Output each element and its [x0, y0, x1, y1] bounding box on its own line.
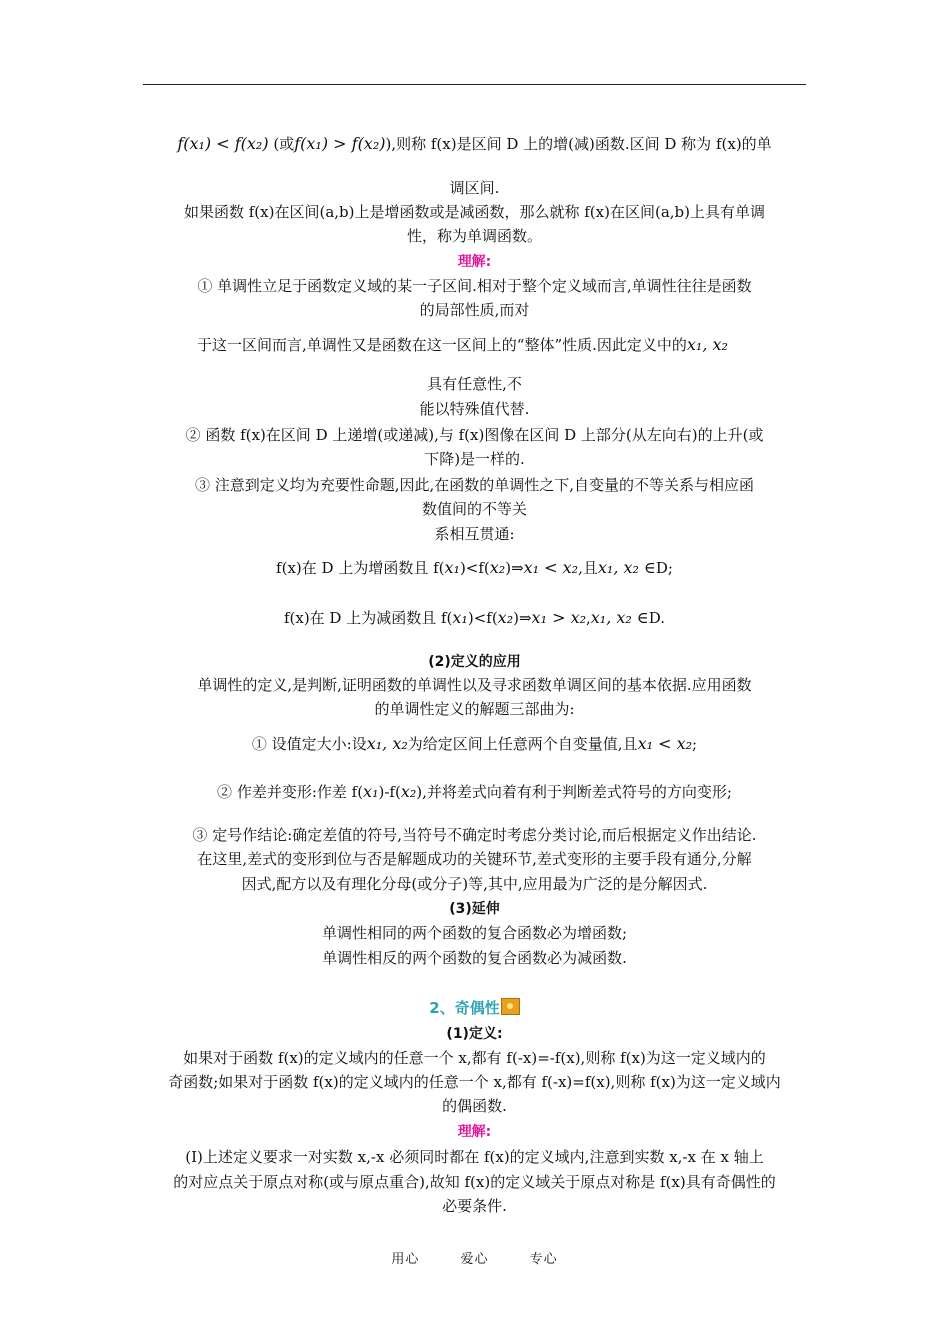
paragraph-line: 性，称为单调函数。: [406, 227, 542, 245]
decreasing-condition: f(x)在 D 上为减函数且 f(x₁)<f(x₂)⇒x₁ > x₂,x₁, x₂ ∈D.: [283, 608, 666, 627]
footer-item: 爱心: [460, 1252, 489, 1267]
increasing-condition: f(x)在 D 上为增函数且 f(x₁)<f(x₂)⇒x₁ < x₂,且x₁, x₂ ∈D;: [276, 558, 673, 577]
paragraph-line: 单调性相同的两个函数的复合函数必为增函数;: [321, 924, 628, 942]
paragraph-line: 的单调性定义的解题三部曲为:: [374, 700, 575, 718]
page-footer: [143, 1248, 806, 1267]
paragraph-line: ③ 注意到定义均为充要性命题,因此,在函数的单调性之下,自变量的不等关系与相应函: [194, 476, 755, 494]
header-rule: [143, 84, 806, 85]
paragraph-line: ① 单调性立足于函数定义域的某一子区间.相对于整个定义域而言,单调性往往是函数: [197, 277, 752, 295]
subsection-heading: (1)定义:: [446, 1026, 503, 1042]
implies-symbol: ⇒: [511, 559, 524, 577]
paragraph-line: 调区间.: [449, 179, 500, 197]
paragraph-line: (Ⅰ)上述定义要求一对实数 x,-x 必须同时都在 f(x)的定义域内,注意到实数 x,-x 在 x 轴上: [185, 1148, 764, 1166]
subsection-heading: (2)定义的应用: [428, 654, 521, 670]
definition-line-1: f(x₁) < f(x₂) (或f(x₁) > f(x₂)),则称 f(x)是区间 D 上的增(减)函数.区间 D 称为 f(x)的单: [177, 134, 772, 153]
paragraph-line: 单调性相反的两个函数的复合函数必为减函数.: [322, 949, 627, 967]
paragraph-line: 系相互贯通:: [434, 525, 515, 543]
section-heading: 2、奇偶性: [143, 996, 806, 1020]
paragraph-line: ③ 定号作结论:确定差值的符号,当符号不确定时考虑分类讨论,而后根据定义作出结论.: [192, 826, 757, 844]
paragraph-line: 的偶函数.: [442, 1097, 507, 1115]
paragraph-line: 的局部性质,而对: [419, 301, 530, 319]
understand-label: 理解:: [457, 254, 492, 270]
subsection-heading: (3)延伸: [449, 901, 500, 917]
inequality-formula-alt: f(x₁) > f(x₂): [294, 134, 386, 153]
paragraph-line: 数值间的不等关: [421, 500, 527, 518]
footer-item: 用心: [391, 1252, 420, 1267]
footer-item: 专心: [529, 1252, 558, 1267]
paragraph-line: 能以特殊值代替.: [419, 400, 530, 418]
paragraph-line: ② 函数 f(x)在区间 D 上递增(或递减),与 f(x)图像在区间 D 上部分(从左向右)的上升(或: [185, 426, 764, 444]
understand-label: 理解:: [457, 1124, 492, 1140]
paragraph-line: 的对应点关于原点对称(或与原点重合),故知 f(x)的定义域关于原点对称是 f(x)具有奇偶性的: [173, 1173, 776, 1191]
paragraph-line: 具有任意性,不: [427, 375, 522, 393]
inequality-formula: f(x₁) < f(x₂): [177, 134, 269, 153]
paragraph-line: 如果函数 f(x)在区间(a,b)上是增函数或是减函数，那么就称 f(x)在区间(a,b)上具有单调: [183, 203, 765, 221]
implies-symbol: ⇒: [518, 609, 532, 627]
emblem-icon: [501, 998, 520, 1015]
step-two: ② 作差并变形:作差 f(x₁)-f(x₂),并将差式向着有利于判断差式符号的方向变形;: [217, 782, 732, 801]
step-one: ① 设值定大小:设x₁, x₂为给定区间上任意两个自变量值,且x₁ < x₂;: [251, 734, 698, 753]
paragraph-line: 奇函数;如果对于函数 f(x)的定义域内的任意一个 x,都有 f(-x)=f(x),则称 f(x)为这一定义域内: [168, 1073, 781, 1091]
paragraph-line: 下降)是一样的.: [424, 450, 525, 468]
math-x1-x2: x₁, x₂: [686, 335, 728, 354]
paragraph-line: 因式,配方以及有理化分母(或分子)等,其中,应用最为广泛的是分解因式.: [241, 875, 708, 893]
paragraph-line: 必要条件.: [442, 1197, 507, 1215]
paragraph-line: 在这里,差式的变形到位与否是解题成功的关键环节,差式变形的主要手段有通分,分解: [197, 850, 752, 868]
paragraph-line: 单调性的定义,是判断,证明函数的单调性以及寻求函数单调区间的基本依据.应用函数: [197, 676, 752, 694]
paragraph-line: 于这一区间而言,单调性又是函数在这一区间上的“整体”性质.因此定义中的x₁, x₂: [197, 335, 728, 354]
paragraph-line: 如果对于函数 f(x)的定义域内的任意一个 x,都有 f(-x)=-f(x),则称 f(x)为这一定义域内的: [183, 1049, 766, 1067]
